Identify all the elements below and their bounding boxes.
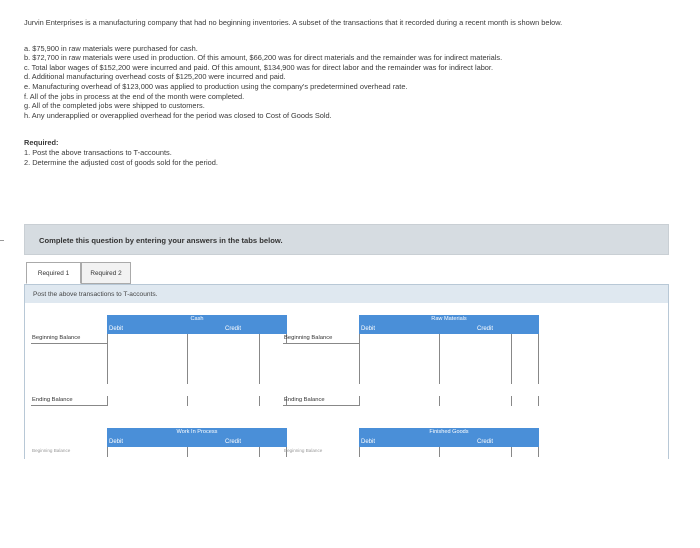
transaction-item: g. All of the completed jobs were shipped to customers. [24,101,205,111]
credit-label: Credit [225,326,242,332]
credit-label-input[interactable] [439,364,511,374]
beginning-balance-label: Beginning Balance [284,448,323,453]
t-account-3 [31,428,287,548]
debit-amount-input[interactable] [359,374,439,384]
entry-row [31,354,287,364]
transaction-item: h. Any underapplied or overapplied overhead for the period was closed to Cost of Goods Sold. [24,110,332,120]
credit-label-input[interactable] [187,447,259,457]
credit-label-input[interactable] [439,344,511,354]
entry-label-cell[interactable] [31,364,107,374]
t-account-2 [283,315,539,435]
debit-label: Debit [109,439,124,445]
t-account-title: Finished Goods [359,428,539,437]
credit-label-input[interactable] [439,396,511,406]
entry-label-cell[interactable] [31,374,107,384]
debit-amount-input[interactable] [107,396,187,406]
entry-row [283,364,539,374]
required-heading: Required: [24,138,59,148]
ending-balance-label: Ending Balance [284,397,325,403]
edge-mark [0,240,4,241]
debit-amount-input[interactable] [107,374,187,384]
t-account-4 [283,428,539,548]
credit-label-input[interactable] [187,334,259,344]
entry-row [283,344,539,354]
panel-instruction: Post the above transactions to T-accounts. [25,285,668,303]
entry-label-cell[interactable] [283,364,359,374]
entry-label-cell[interactable] [283,354,359,364]
credit-label-input[interactable] [439,334,511,344]
credit-label-input[interactable] [187,354,259,364]
entry-row [31,364,287,374]
credit-label-input[interactable] [439,374,511,384]
t-account-title: Cash [107,315,287,324]
credit-amount-input[interactable] [511,344,539,354]
ending-balance-label: Ending Balance [32,397,73,403]
entry-row [283,354,539,364]
entry-label-cell[interactable] [31,344,107,354]
entry-row [31,374,287,384]
beginning-balance-label: Beginning Balance [32,335,81,341]
answer-panel [24,284,669,459]
debit-label: Debit [361,326,376,332]
beginning-balance-label: Beginning Balance [32,448,71,453]
entry-label-cell[interactable] [283,344,359,354]
credit-amount-input[interactable] [511,396,539,406]
debit-label: Debit [361,439,376,445]
problem-statement [24,18,664,167]
t-account-header [359,324,539,334]
credit-label: Credit [225,439,242,445]
transaction-list [24,44,664,121]
credit-amount-input[interactable] [511,447,539,457]
tab-required-2[interactable]: Required 2 [81,262,131,284]
transaction-item: f. All of the jobs in process at the end of the month were completed. [24,91,245,101]
debit-amount-input[interactable] [359,354,439,364]
credit-label-input[interactable] [439,447,511,457]
credit-amount-input[interactable] [511,364,539,374]
ending-balance-row [31,396,287,406]
required-section [24,138,664,167]
ending-balance-row [283,396,539,406]
transaction-item: e. Manufacturing overhead of $123,000 was applied to production using the company's predetermined overhead rate. [24,81,408,91]
required-item: 1. Post the above transactions to T-accounts. [24,147,172,157]
t-account-header [107,437,287,447]
transaction-item: d. Additional manufacturing overhead costs of $125,200 were incurred and paid. [24,72,286,82]
credit-amount-input[interactable] [511,334,539,344]
t-account-header [107,324,287,334]
beginning-balance-row [283,334,539,344]
credit-amount-input[interactable] [511,354,539,364]
credit-label: Credit [477,326,494,332]
problem-intro: Jurvin Enterprises is a manufacturing company that had no beginning inventories. A subset of the transactions that it recorded during a recent month is shown below. [24,18,563,27]
beginning-balance-row [283,447,539,455]
debit-amount-input[interactable] [359,344,439,354]
transaction-item: a. $75,900 in raw materials were purchased for cash. [24,43,198,53]
debit-amount-input[interactable] [359,447,439,457]
t-account-header [359,437,539,447]
tab-required-1[interactable]: Required 1 [26,262,81,284]
credit-label-input[interactable] [187,344,259,354]
t-account-title: Raw Materials [359,315,539,324]
debit-amount-input[interactable] [107,354,187,364]
beginning-balance-row [31,447,287,455]
debit-amount-input[interactable] [359,334,439,344]
debit-amount-input[interactable] [359,396,439,406]
transaction-item: c. Total labor wages of $152,200 were incurred and paid. Of this amount, $134,900 was for direct labor and the remainder was for indirect labor. [24,62,494,72]
t-account-1 [31,315,287,435]
debit-label: Debit [109,326,124,332]
entry-row [31,344,287,354]
instructions-banner: Complete this question by entering your answers in the tabs below. [24,224,669,255]
entry-row [283,374,539,384]
debit-amount-input[interactable] [107,447,187,457]
t-account-title: Work In Process [107,428,287,437]
debit-amount-input[interactable] [107,344,187,354]
credit-label-input[interactable] [187,364,259,374]
credit-label-input[interactable] [187,374,259,384]
credit-amount-input[interactable] [511,374,539,384]
credit-label-input[interactable] [439,354,511,364]
beginning-balance-label: Beginning Balance [284,335,333,341]
debit-amount-input[interactable] [107,364,187,374]
debit-amount-input[interactable] [359,364,439,374]
entry-label-cell[interactable] [283,374,359,384]
credit-label: Credit [477,439,494,445]
debit-amount-input[interactable] [107,334,187,344]
beginning-balance-row [31,334,287,344]
transaction-item: b. $72,700 in raw materials were used in production. Of this amount, $66,200 was for direct materials and the remainder was for indirect materials. [24,53,503,63]
entry-label-cell[interactable] [31,354,107,364]
credit-label-input[interactable] [187,396,259,406]
required-item: 2. Determine the adjusted cost of goods sold for the period. [24,157,218,167]
